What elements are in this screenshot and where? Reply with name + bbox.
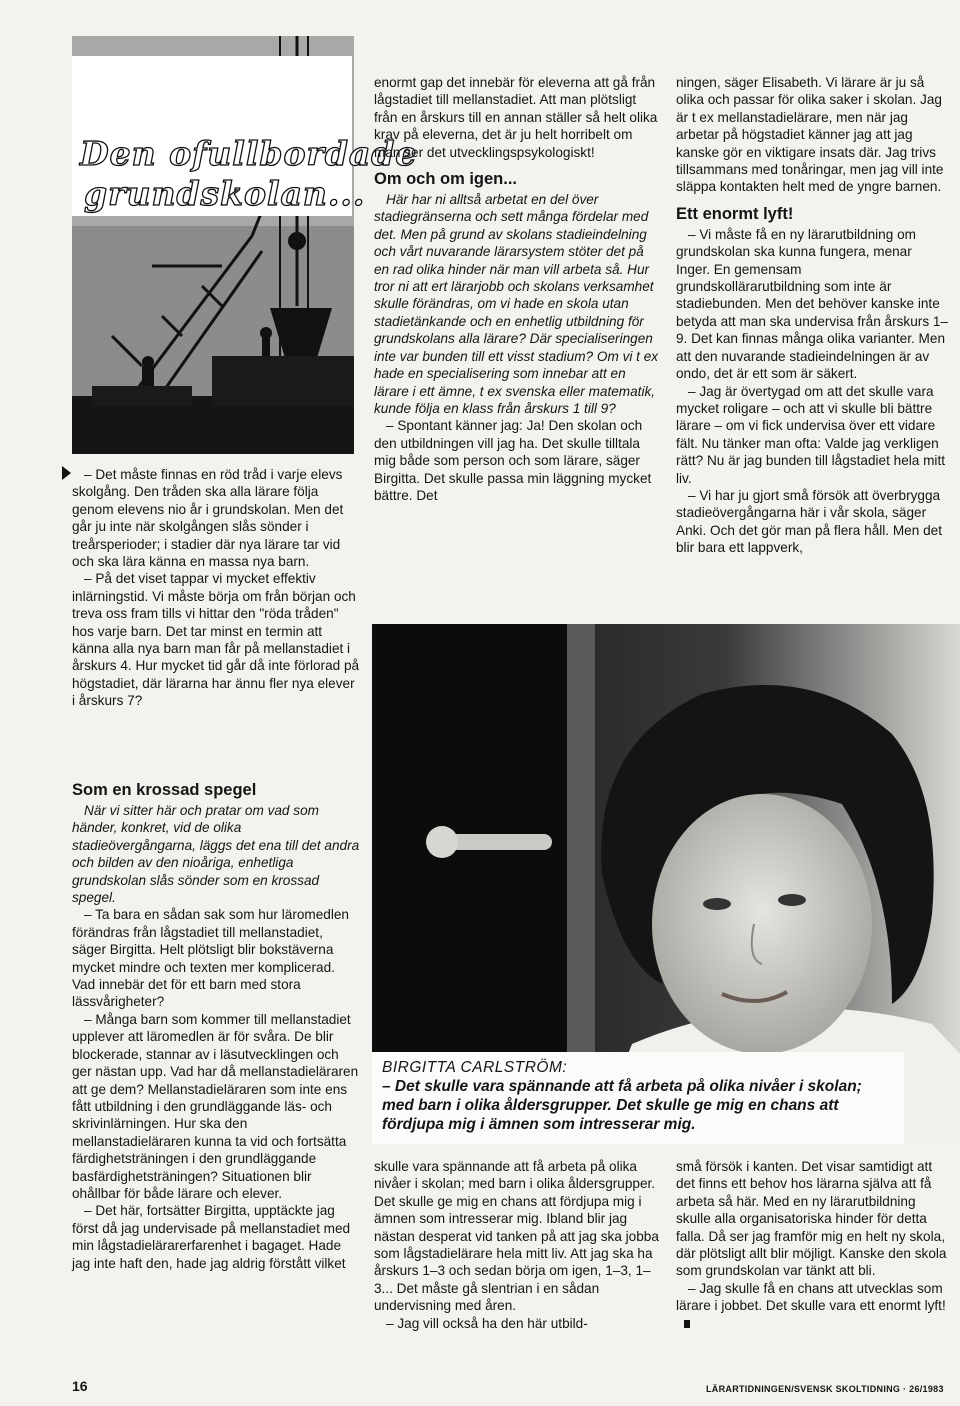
paragraph: – Vi har ju gjort små försök att överbrygga stadieövergångarna här i vår skola, säger Anki. Och det gör man på flera håll. Men det blir bara ett lappverk, — [676, 487, 942, 556]
subheading: Som en krossad spegel — [72, 781, 257, 799]
column-1-top — [72, 466, 360, 710]
column-3-top — [676, 74, 948, 557]
end-mark-icon — [684, 1320, 690, 1328]
paragraph: små försök i kanten. Det visar samtidigt att det finns ett behov hos lärarna själva att få arbeta så här. Med en ny lärarutbildning skulle alla organisatoriska hinder för detta falla. Då ser jag framför mig en helt ny skola, där plötsligt allt blir möjligt. Kanske den skola som grundskolan var tänkt att bli. — [676, 1159, 947, 1279]
paragraph: enormt gap det innebär för eleverna att gå från lågstadiet till mellanstadiet. Att man plötsligt från en årskurs till en annan ställer så helt olika krav på eleverna, det är ju helt horribelt om man ser det utvecklingspsykologiskt! — [374, 75, 658, 160]
subheading: Om och om igen... — [374, 170, 518, 189]
column-3-bottom — [676, 1158, 948, 1332]
paragraph: Här har ni alltså arbetat en del över stadiegränserna och sett många fördelar med det. Men på grund av skolans stadieindelning och vårt nuvarande lärarsystem stöter det på en rad olika hinder när man vill arbeta så. Hur tror ni att ert lärarjobb och skolans verksamhet skulle förändras, om vi hade en skola utan stadietänkande och en enhetlig utbildning för grundskolans alla lärare? Där specialiseringen inte var bunden till ett visst stadium? Om vi t ex hade en specialisering som innebar att en lärare i ett ämne, t ex svenska eller matematik, kunde följa en klass från årskurs 1 till 9? — [374, 192, 659, 416]
headline-line-1: Den ofullbordade — [80, 134, 418, 173]
headline-box — [72, 56, 418, 216]
column-2-top — [374, 74, 660, 504]
subheading: Ett enormt lyft! — [676, 204, 794, 223]
paragraph: – Jag är övertygad om att det skulle vara mycket roligare – och att vi skulle bli bättre lärare – om vi fick undervisa över ett vidare fält. Nu tänker man ofta: Valde jag verkligen rätt? Nu är jag bunden till lågstadiet hela mitt liv. — [676, 383, 946, 486]
paragraph: skulle vara spännande att få arbeta på olika nivåer i skolan; med barn i olika åldersgrupper. Det skulle ge mig en chans att fördjupa mig i ämnen som intresserar mig. Ibland blir jag nästan desperat vid tanken på att jag ska jobba som lågstadielärare hela mitt liv. Att jag ska ha årskurs 1–3 och sedan börja om igen, 1–3, 1–3... Det måste gå slentrian i en sådan undervisning med åren. — [374, 1159, 659, 1314]
paragraph: – På det viset tappar vi mycket effektiv inlärningstid. Vi måste börja om från början och treva oss fram tills vi hittar den "röda tråden" hos varje barn. Det tar minst en termin att känna alla nya barn man får på mellanstadiet i årskurs 4. Hur mycket tid går då inte förlorad på högstadiet, där lärarna har ännu fler nya elever i årskurs 7? — [72, 571, 360, 709]
paragraph: ningen, säger Elisabeth. Vi lärare är ju så olika och passar för olika saker i skolan. Jag är t ex mellanstadielärare, men när jag arbetar på högstadiet känner jag att jag kanske gör en viktigare insats där. Jag trivs tillsammans med tonåringar, men jag vill inte släppa kontakten helt med de yngre barnen. — [676, 75, 944, 195]
paragraph: – Ta bara en sådan sak som hur läromedlen förändras från lågstadiet till mellanstadiet, säger Birgitta. Helt plötsligt blir bokstäverna mycket mindre och texten mer komplicerad. Vad innebär det för ett barn med stora lässvårigheter? — [72, 907, 349, 1010]
paragraph: – Det här, fortsätter Birgitta, upptäckte jag först då jag undervisade på mellanstadiet med min lågstadielärarerfarenhet i bagaget. Hade jag inte haft den, hade jag aldrig förstått vilket — [72, 1203, 351, 1271]
paragraph-text: – Jag skulle få en chans att utvecklas som lärare i jobbet. Det skulle vara ett enormt lyft! — [676, 1280, 946, 1314]
column-2-bottom — [374, 1158, 660, 1332]
page-number: 16 — [72, 1378, 88, 1394]
headline-line-2: grundskolan... — [84, 174, 366, 213]
photo-caption — [372, 1052, 904, 1144]
paragraph: – Det måste finnas en röd tråd i varje elevs skolgång. Den tråden ska alla lärare följa genom elevens nio år i grundskolan. Men det går ju inte när skolgången slås sönder i treårsperioder; i stadier där nya lärare tar vid och ska lära känna en massa nya barn. — [72, 467, 344, 570]
paragraph: – Många barn som kommer till mellanstadiet upplever att läromedlen är för svåra. De blir blockerade, stannar av i läsutvecklingen och ger nästan upp. Vad har då mellanstadieläraren att ge dem? Mellanstadieläraren som inte ens fått utbildning i den grundläggande läs- och skrivinlärningen. Hur ska den mellanstadieläraren kunna ta vid och fortsätta färdighetsträningen i den grundläggande basfärdighetsträningen? Situationen blir ohållbar för både lärare och elever. — [72, 1011, 359, 1201]
paragraph: – Jag vill också ha den här utbild- — [386, 1315, 588, 1331]
caption-name: BIRGITTA CARLSTRÖM: — [382, 1059, 568, 1076]
paragraph — [676, 1280, 948, 1332]
publication-footer: LÄRARTIDNINGEN/SVENSK SKOLTIDNING · 26/1983 — [706, 1384, 944, 1394]
paragraph: – Vi måste få en ny lärarutbildning om grundskolan ska kunna fungera, menar Inger. En gemensam grundskollärarutbildning som inte är stadiebunden. Men det behöver kanske inte betyda att man ska undervisa från årskurs 1–9. Det kan finnas många olika varianter. Men att den nuvarande stadieindelningen är av ondo, det är ett som är säkert. — [676, 226, 949, 382]
paragraph-marker-icon — [62, 466, 71, 480]
paragraph: – Spontant känner jag: Ja! Den skolan och den utbildningen vill jag ha. Det skulle tilltala mig både som person och som lärare, säger Birgitta. Det skulle passa min läggning mycket bättre. Det — [374, 418, 652, 503]
caption-quote: – Det skulle vara spännande att få arbeta på olika nivåer i skolan; med barn i olika åldersgrupper. Det skulle ge mig en chans att fördjupa mig i ämnen som intresserar mig. — [382, 1078, 862, 1133]
column-1-bottom — [72, 772, 360, 1272]
paragraph: När vi sitter här och pratar om vad som händer, konkret, vid de olika stadieövergångarna, läggs det ena till det andra och bilden av den nioåriga, enhetliga grundskolan slås sönder som en krossad spegel. — [72, 803, 360, 906]
